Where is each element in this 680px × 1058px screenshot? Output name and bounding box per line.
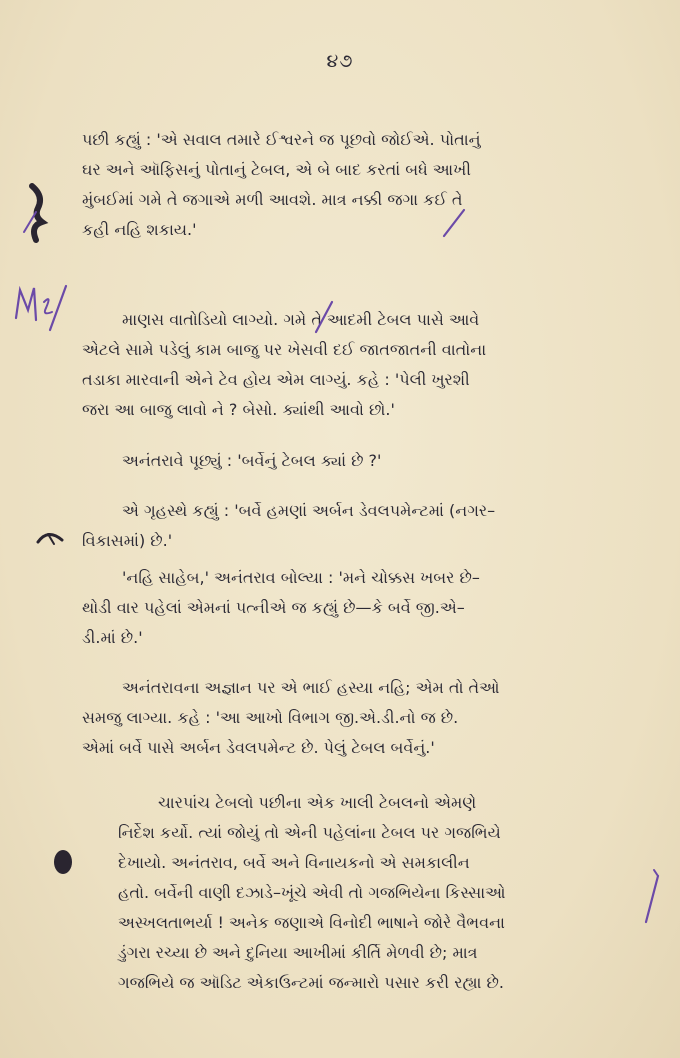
paragraph-1	[0, 125, 680, 245]
text-line: અસ્ખલતાભર્યા ! અનેક જણાએ વિનોદી ભાષાને જોરે વૈભવના	[118, 913, 505, 932]
text-line: અનંતરાવના અજ્ઞાન પર એ ભાઈ હસ્યા નહિ; એમ તો તેઓ	[122, 678, 500, 697]
text-line: એટલે સામે પડેલું કામ બાજુ પર ખેસવી દઈ જાતજાતની વાતોના	[82, 340, 487, 359]
paragraph-3	[0, 446, 680, 476]
strike-mark	[438, 208, 468, 238]
paragraph-7	[0, 788, 680, 998]
text-line: સમજુ લાગ્યા. કહે : 'આ આખો વિભાગ જી.એ.ડી.નો જ છે.	[82, 708, 459, 727]
text-line: એ ગૃહસ્થે કહ્યું : 'બર્વે હમણાં અર્બન ડેવલપમેન્ટમાં (નગર–	[122, 501, 496, 520]
text-line: નિર્દેશ કર્યો. ત્યાં જોયું તો એની પહેલાંના ટેબલ પર ગજભિયે	[118, 823, 501, 842]
paragraph-4	[0, 496, 680, 556]
ink-tick-mark	[36, 528, 64, 548]
ink-blot-mark	[22, 182, 52, 246]
page-number: ૪૭	[326, 50, 354, 72]
text-line: તડાકા મારવાની એને ટેવ હોય એમ લાગ્યું. કહે : 'પેલી ખુરશી	[82, 370, 470, 389]
text-line: ઘર અને ઑફિસનું પોતાનું ટેબલ, એ બે બાદ કરતાં બધે આખી	[82, 160, 471, 179]
text-line: 'નહિ સાહેબ,' અનંતરાવ બોલ્યા : 'મને ચોક્કસ ખબર છે–	[122, 568, 480, 587]
text-line: કહી નહિ શકાય.'	[82, 220, 197, 239]
paragraph-6	[0, 673, 680, 763]
text-line: વિકાસમાં) છે.'	[82, 531, 173, 550]
text-line: ડી.માં છે.'	[82, 628, 143, 647]
text-line: થોડી વાર પહેલાં એમનાં પત્નીએ જ કહ્યું છે—કે બર્વે જી.એ–	[82, 598, 465, 617]
text-line: ચારપાંચ ટેબલો પછીના એક ખાલી ટેબલનો એમણે	[158, 793, 477, 812]
text-line: પછી કહ્યું : 'એ સવાલ તમારે ઈશ્વરને જ પૂછવો જોઈએ. પોતાનું	[82, 130, 481, 149]
text-line: અનંતરાવે પૂછ્યું : 'બર્વેનું ટેબલ ક્યાં છે ?'	[122, 451, 382, 470]
ink-blot-mark	[50, 846, 76, 878]
text-line: મુંબઈમાં ગમે તે જગાએ મળી આવશે. માત્ર નક્કી જગા કઈ તે	[82, 190, 463, 209]
margin-line-mark	[636, 866, 666, 926]
text-line: માણસ વાતોડિયો લાગ્યો. ગમે તે આદમી ટેબલ પાસે આવે	[122, 310, 480, 329]
paragraph-5	[0, 563, 680, 653]
strike-mark	[308, 300, 338, 334]
paragraph-2	[0, 305, 680, 425]
text-line: ગજભિયે જ ઑડિટ એકાઉન્ટમાં જન્મારો પસાર કરી રહ્યા છે.	[118, 973, 504, 992]
text-line: દેખાયો. અનંતરાવ, બર્વે અને વિનાયકનો એ સમકાલીન	[118, 853, 470, 872]
text-line: જરા આ બાજુ લાવો ને ? બેસો. ક્યાંથી આવો છો.'	[82, 400, 395, 419]
text-line: હતો. બર્વેની વાણી દઝાડે–ખૂંચે એવી તો ગજભિયેના કિસ્સાઓ	[118, 883, 506, 902]
text-line: ડુંગરા રચ્યા છે અને દુનિયા આખીમાં કીર્તિ મેળવી છે; માત્ર	[118, 943, 478, 962]
margin-handwritten-note	[10, 278, 70, 338]
text-line: એમાં બર્વે પાસે અર્બન ડેવલપમેન્ટ છે. પેલું ટેબલ બર્વેનું.'	[82, 738, 435, 757]
